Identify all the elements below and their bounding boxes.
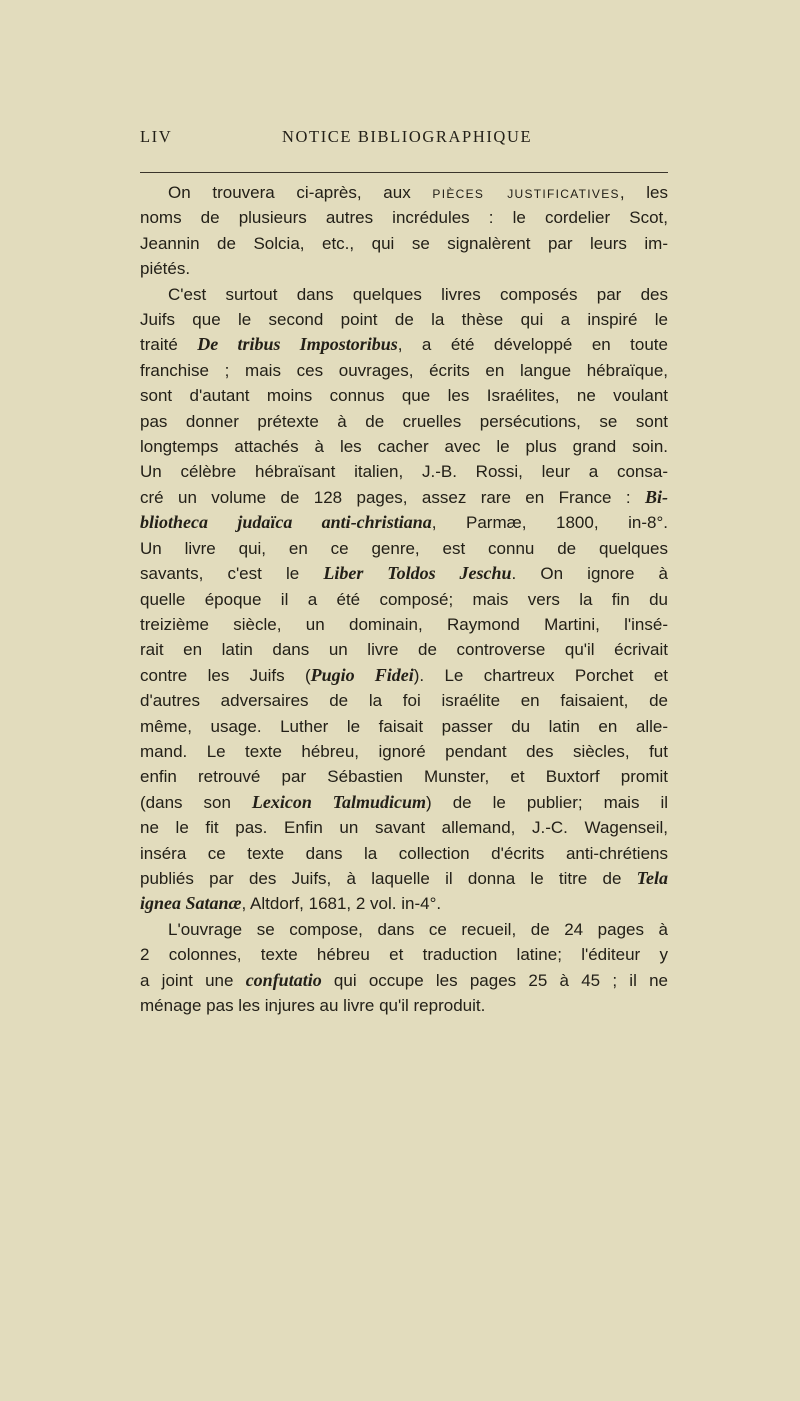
- italic-title: ignea Satanæ: [140, 893, 242, 914]
- text-line: rait en latin dans un livre de controverse qu'il écrivait: [140, 640, 668, 660]
- italic-title: Bi-: [644, 486, 668, 507]
- text-line: enfin retrouvé par Sébastien Munster, et Buxtorf promit: [140, 767, 668, 787]
- italic-title: Lexicon Talmudicum: [251, 791, 427, 812]
- text-line: franchise ; mais ces ouvrages, écrits en langue hébraïque,: [140, 360, 668, 380]
- text-line: bliotheca judaïca anti-christiana, Parmæ, 1800, in-8°.: [140, 512, 668, 533]
- text-line: ne le fit pas. Enfin un savant allemand, J.-C. Wagenseil,: [140, 818, 668, 838]
- text-line: C'est surtout dans quelques livres composés par des: [168, 284, 668, 304]
- italic-title: confutatio: [245, 969, 322, 990]
- text-line: inséra ce texte dans la collection d'écrits anti-chrétiens: [140, 843, 668, 863]
- text-line: pas donner prétexte à de cruelles persécutions, se sont: [140, 411, 668, 431]
- text-line: contre les Juifs (Pugio Fidei). Le chartreux Porchet et: [140, 664, 668, 685]
- text-line: 2 colonnes, texte hébreu et traduction latine; l'éditeur y: [140, 945, 668, 965]
- text-line: savants, c'est le Liber Toldos Jeschu. On ignore à: [140, 563, 669, 584]
- text-line: même, usage. Luther le faisait passer du latin en alle-: [140, 716, 668, 736]
- running-title: NOTICE BIBLIOGRAPHIQUE: [282, 127, 533, 146]
- text-line: piétés.: [140, 259, 191, 279]
- italic-title: bliotheca judaïca anti-christiana: [140, 512, 432, 533]
- italic-title: Pugio Fidei: [310, 664, 414, 685]
- text-line: Un célèbre hébraïsant italien, J.-B. Rossi, leur a consa-: [140, 462, 668, 482]
- text-line: noms de plusieurs autres incrédules : le cordelier Scot,: [140, 208, 668, 228]
- text-line: ménage pas les injures au livre qu'il reproduit.: [140, 996, 486, 1015]
- italic-title: Liber Toldos Jeschu: [323, 563, 512, 584]
- text-line: ignea Satanæ, Altdorf, 1681, 2 vol. in-4°.: [140, 893, 442, 914]
- text-line: Jeannin de Solcia, etc., qui se signalèrent par leurs im-: [140, 233, 668, 253]
- text-line: cré un volume de 128 pages, assez rare en France : Bi-: [140, 486, 668, 507]
- text-line: On trouvera ci-après, aux pièces justificatives, les: [168, 183, 669, 202]
- text-line: mand. Le texte hébreu, ignoré pendant des siècles, fut: [140, 741, 668, 761]
- text-line: Juifs que le second point de la thèse qui a inspiré le: [140, 310, 668, 330]
- text-line: treizième siècle, un dominain, Raymond Martini, l'insé-: [140, 614, 668, 634]
- text-line: traité De tribus Impostoribus, a été développé en toute: [140, 334, 668, 355]
- body-text: [140, 180, 668, 1018]
- small-caps-text: pièces justificatives: [432, 183, 620, 202]
- text-line: L'ouvrage se compose, dans ce recueil, de 24 pages à: [168, 919, 668, 939]
- header-rule: [140, 172, 668, 173]
- text-line: publiés par des Juifs, à laquelle il donna le titre de Tela: [140, 867, 668, 888]
- text-line: d'autres adversaires de la foi israélite en faisaient, de: [140, 691, 668, 711]
- text-line: (dans son Lexicon Talmudicum) de le publier; mais il: [140, 791, 669, 812]
- italic-title: De tribus Impostoribus: [197, 334, 398, 355]
- paragraph-1: [140, 180, 668, 282]
- paragraph-2: [140, 282, 668, 917]
- text-line: Un livre qui, en ce genre, est connu de quelques: [140, 538, 668, 558]
- text-line: quelle époque il a été composé; mais vers la fin du: [140, 589, 668, 609]
- page-number: LIV: [140, 127, 173, 146]
- text-line: longtemps attachés à les cacher avec le plus grand soin.: [140, 437, 668, 457]
- paragraph-3: [140, 917, 668, 1019]
- text-line: sont d'autant moins connus que les Israélites, ne voulant: [140, 386, 668, 406]
- italic-title: Tela: [636, 867, 668, 888]
- running-header: [140, 127, 668, 151]
- text-line: a joint une confutatio qui occupe les pages 25 à 45 ; il ne: [140, 969, 668, 990]
